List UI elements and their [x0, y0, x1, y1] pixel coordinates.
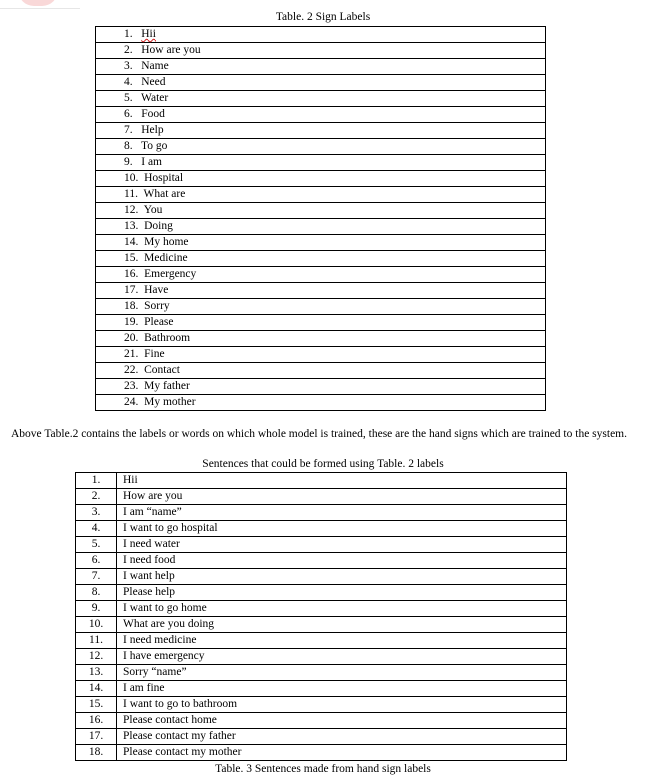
table-row [76, 729, 567, 745]
sentence-number-cell: 7. [76, 569, 117, 585]
table-row [96, 107, 546, 123]
sign-label-cell: 23. My father [96, 379, 546, 395]
sign-label-cell: 17. Have [96, 283, 546, 299]
sign-label-cell: 14. My home [96, 235, 546, 251]
sign-label-cell: 22. Contact [96, 363, 546, 379]
page-corner-decoration [0, 0, 80, 9]
sentence-number-cell: 8. [76, 585, 117, 601]
table-row [76, 713, 567, 729]
table3-caption: Table. 3 Sentences made from hand sign labels [215, 763, 431, 775]
sentences-table [75, 472, 567, 761]
sign-label-cell: 24. My mother [96, 395, 546, 411]
sentence-number-cell: 4. [76, 521, 117, 537]
table-row [76, 681, 567, 697]
table-row [96, 187, 546, 203]
sentence-text-cell: I am fine [117, 681, 567, 697]
table-row [96, 235, 546, 251]
sentence-number-cell: 1. [76, 473, 117, 489]
sign-label-cell: 12. You [96, 203, 546, 219]
table-row [96, 203, 546, 219]
table-row [76, 633, 567, 649]
sentence-text-cell: I want to go home [117, 601, 567, 617]
sign-label-cell: 4. Need [96, 75, 546, 91]
sign-label-cell: 10. Hospital [96, 171, 546, 187]
sentence-number-cell: 16. [76, 713, 117, 729]
sentence-number-cell: 3. [76, 505, 117, 521]
sign-label-cell: 13. Doing [96, 219, 546, 235]
table-row [96, 395, 546, 411]
corner-arc-shape [18, 0, 58, 6]
sign-label-cell: 19. Please [96, 315, 546, 331]
sign-label-cell: 7. Help [96, 123, 546, 139]
table-row [96, 171, 546, 187]
table-row [96, 347, 546, 363]
sentence-text-cell: I have emergency [117, 649, 567, 665]
sentence-number-cell: 15. [76, 697, 117, 713]
table-row [96, 331, 546, 347]
sentence-number-cell: 12. [76, 649, 117, 665]
sign-label-cell: 16. Emergency [96, 267, 546, 283]
sentence-text-cell: Please contact my mother [117, 745, 567, 761]
sign-label-cell: 21. Fine [96, 347, 546, 363]
sentence-number-cell: 11. [76, 633, 117, 649]
table-row [96, 91, 546, 107]
sign-label-cell: 15. Medicine [96, 251, 546, 267]
table-row [76, 617, 567, 633]
table-row [96, 283, 546, 299]
sign-label-cell: 11. What are [96, 187, 546, 203]
table-row [76, 601, 567, 617]
sentence-text-cell: Please help [117, 585, 567, 601]
spellcheck-underline: Hii [141, 28, 156, 40]
sign-label-cell: 2. How are you [96, 43, 546, 59]
sentence-text-cell: I need water [117, 537, 567, 553]
sign-label-cell: 20. Bathroom [96, 331, 546, 347]
table-row [96, 363, 546, 379]
sentence-number-cell: 5. [76, 537, 117, 553]
sign-label-cell: 18. Sorry [96, 299, 546, 315]
sign-label-cell: 6. Food [96, 107, 546, 123]
table-row [96, 379, 546, 395]
sentence-text-cell: I want to go hospital [117, 521, 567, 537]
table-row [76, 585, 567, 601]
sentence-number-cell: 10. [76, 617, 117, 633]
table-row [96, 27, 546, 43]
sentence-text-cell: Sorry “name” [117, 665, 567, 681]
table-row [96, 155, 546, 171]
sentence-number-cell: 9. [76, 601, 117, 617]
table-row [96, 299, 546, 315]
sign-label-cell: 9. I am [96, 155, 546, 171]
table-row [96, 123, 546, 139]
sentence-number-cell: 13. [76, 665, 117, 681]
table-row [76, 649, 567, 665]
table-row [76, 489, 567, 505]
sentence-text-cell: I want help [117, 569, 567, 585]
sentence-text-cell: I want to go to bathroom [117, 697, 567, 713]
table-row [96, 139, 546, 155]
table-row [96, 59, 546, 75]
sign-label-cell: 3. Name [96, 59, 546, 75]
table-row [96, 219, 546, 235]
table2-caption: Table. 2 Sign Labels [275, 11, 371, 23]
table-row [96, 75, 546, 91]
sentence-text-cell: Please contact home [117, 713, 567, 729]
table2-description-paragraph: Above Table.2 contains the labels or words on which whole model is trained, these are the hand signs which are trained to the system. [11, 428, 627, 440]
sign-label-cell: 1. Hii [96, 27, 546, 43]
table-row [76, 473, 567, 489]
sentence-text-cell: How are you [117, 489, 567, 505]
sentence-number-cell: 18. [76, 745, 117, 761]
sign-label-cell: 5. Water [96, 91, 546, 107]
table-row [96, 43, 546, 59]
sentence-number-cell: 14. [76, 681, 117, 697]
sentence-number-cell: 6. [76, 553, 117, 569]
sentence-text-cell: I need food [117, 553, 567, 569]
sentence-text-cell: I need medicine [117, 633, 567, 649]
table-row [76, 521, 567, 537]
table-row [76, 537, 567, 553]
sign-labels-table [95, 26, 546, 411]
sentence-number-cell: 17. [76, 729, 117, 745]
table-row [76, 505, 567, 521]
table-row [96, 315, 546, 331]
table-row [96, 251, 546, 267]
table-row [76, 697, 567, 713]
sentence-number-cell: 2. [76, 489, 117, 505]
table-row [76, 553, 567, 569]
table-row [96, 267, 546, 283]
table-row [76, 569, 567, 585]
sentences-table-caption: Sentences that could be formed using Table. 2 labels [202, 458, 444, 470]
sign-label-cell: 8. To go [96, 139, 546, 155]
sentence-text-cell: I am “name” [117, 505, 567, 521]
table-row [76, 745, 567, 761]
sentence-text-cell: Hii [117, 473, 567, 489]
table-row [76, 665, 567, 681]
sentence-text-cell: Please contact my father [117, 729, 567, 745]
sentence-text-cell: What are you doing [117, 617, 567, 633]
